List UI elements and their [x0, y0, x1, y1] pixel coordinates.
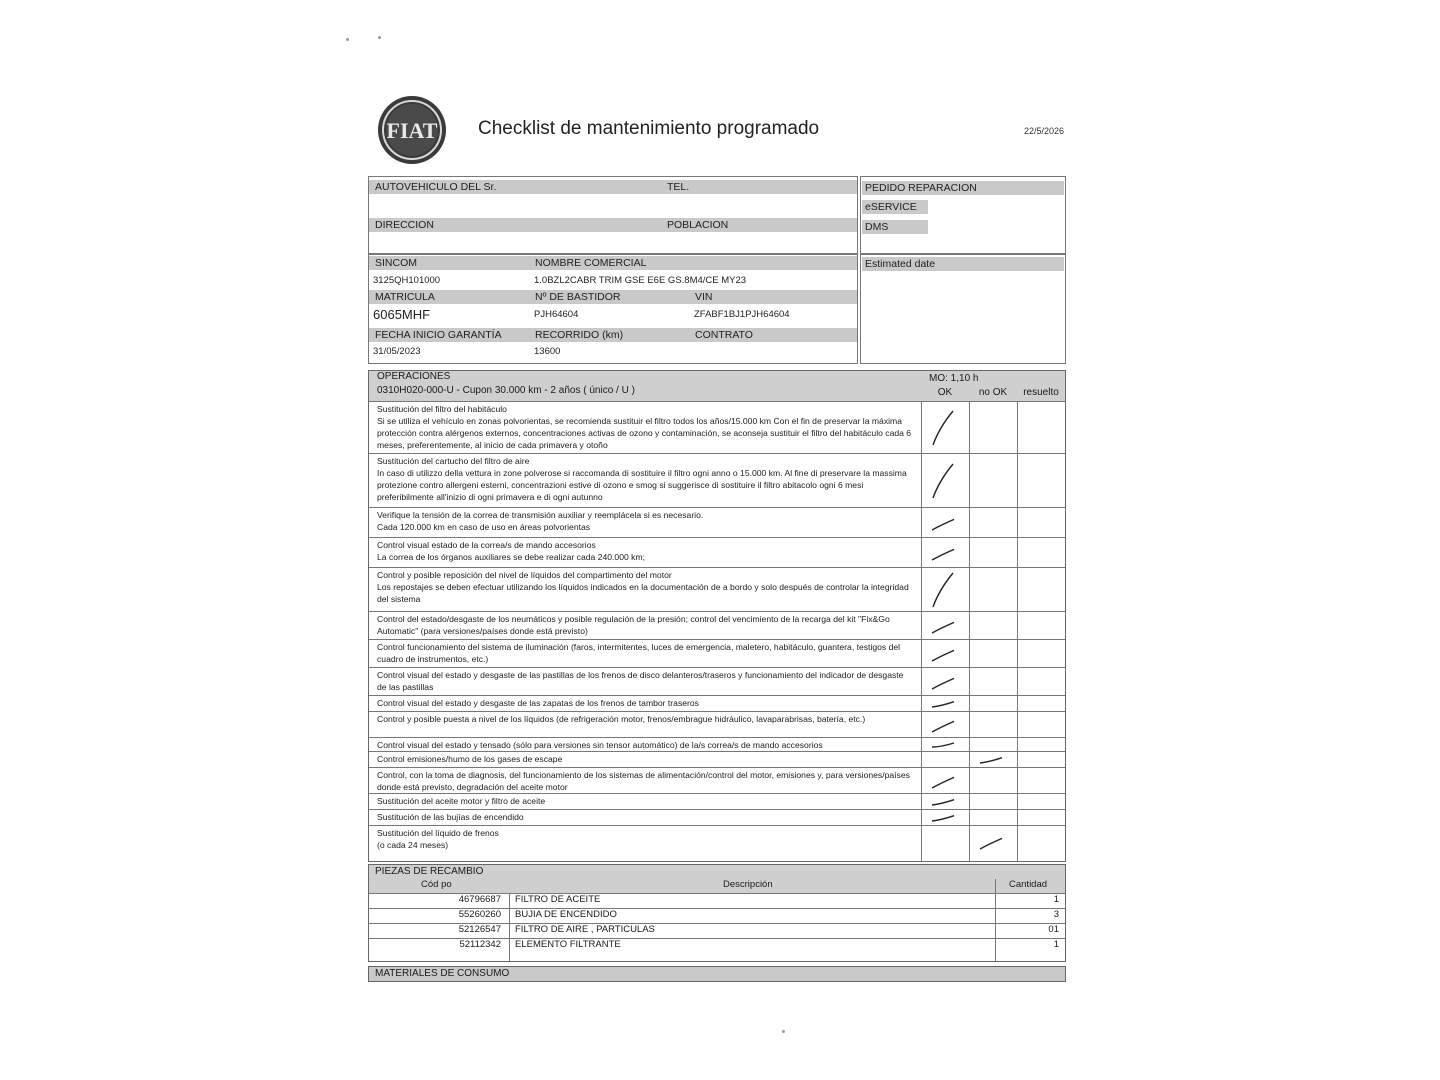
coupon-label: 0310H020-000-U - Cupon 30.000 km - 2 años ( único / U ): [377, 385, 635, 396]
check-mark-icon: [927, 643, 961, 665]
operation-line: Cada 120.000 km en caso de uso en áreas polvorientas: [377, 522, 591, 532]
operation-row: [369, 767, 1065, 793]
operation-line: Control emisiones/humo de los gases de escape: [377, 754, 563, 764]
eservice-label: eSERVICE: [862, 200, 928, 214]
col-divider: [921, 401, 922, 861]
check-mark-icon: [927, 408, 961, 448]
address-label: DIRECCION: [375, 219, 434, 231]
operation-text: [377, 811, 915, 823]
operation-row: [369, 537, 1065, 567]
operation-row: [369, 793, 1065, 809]
check-mark-icon: [927, 770, 961, 792]
col-not-ok: no OK: [978, 387, 1008, 398]
operation-row: [369, 751, 1065, 767]
check-mark-icon: [975, 753, 1009, 767]
check-mark-icon: [927, 739, 961, 751]
operations-label: OPERACIONES: [377, 371, 451, 382]
part-row: [369, 893, 1065, 909]
document-date: 22/5/2026: [1023, 126, 1064, 136]
page-title: Checklist de mantenimiento programado: [478, 118, 820, 139]
operation-row: [369, 401, 1065, 453]
operation-text: [377, 795, 915, 807]
part-code: 52126547: [458, 924, 501, 935]
col-ok: OK: [937, 387, 953, 398]
check-mark-icon: [927, 811, 961, 825]
operation-line: Control del estado/desgaste de los neumáticos y posible regulación de la presión; control del vencimiento de la recarga del kit "Fix&Go Automatic" (para versiones/países donde está previsto): [377, 614, 890, 636]
part-quantity: 01: [1048, 924, 1059, 935]
check-mark-icon: [927, 697, 961, 711]
operation-text: [377, 509, 915, 533]
frame-label: Nº DE BASTIDOR: [535, 291, 621, 303]
scan-speck: [378, 36, 381, 39]
operation-line: Sustitución del líquido de frenos: [377, 828, 499, 838]
col-divider: [995, 879, 996, 961]
operation-row: [369, 809, 1065, 825]
part-description: FILTRO DE ACEITE: [515, 894, 601, 905]
operation-line: Control visual del estado y desgaste de las zapatas de los frenos de tambor traseros: [377, 698, 699, 708]
operation-text: [377, 569, 915, 605]
col-description: Descripción: [723, 879, 773, 890]
consumables-bar: [368, 966, 1066, 982]
operation-line: Los repostajes se deben efectuar utilizando los líquidos indicados en la documentación de a bordo y solo después de controlar la integridad del sistema: [377, 582, 909, 604]
col-divider: [1017, 401, 1018, 861]
operation-text: [377, 641, 915, 665]
operation-row: [369, 695, 1065, 711]
parts-table: [368, 864, 1066, 962]
col-divider: [969, 401, 970, 861]
operation-row: [369, 737, 1065, 751]
operations-header: [369, 371, 1065, 401]
check-mark-icon: [927, 671, 961, 693]
frame-value: PJH64604: [534, 309, 579, 320]
col-code: Cód po: [421, 879, 452, 890]
operation-row: [369, 611, 1065, 639]
col-quantity: Cantidad: [1009, 879, 1048, 890]
km-value: 13600: [534, 346, 561, 357]
part-description: ELEMENTO FILTRANTE: [515, 939, 621, 950]
part-quantity: 1: [1053, 939, 1059, 950]
check-mark-icon: [927, 542, 961, 564]
operation-line: Sustitución del cartucho del filtro de aire: [377, 456, 530, 466]
owner-label: AUTOVEHICULO DEL Sr.: [375, 181, 497, 193]
operation-text: [377, 827, 915, 851]
commercial-name-value: 1.0BZL2CABR TRIM GSE E6E GS.8M4/CE MY23: [534, 275, 747, 286]
check-mark-icon: [927, 570, 961, 610]
operation-text: [377, 713, 915, 725]
consumables-label: MATERIALES DE CONSUMO: [375, 968, 510, 979]
operation-text: [377, 769, 915, 793]
operation-row: [369, 453, 1065, 507]
part-row: [369, 908, 1065, 924]
operation-row: [369, 825, 1065, 857]
part-code: 55260260: [458, 909, 501, 920]
plate-value: 6065MHF: [373, 307, 431, 322]
operation-text: [377, 613, 915, 637]
operation-line: Sustitución del filtro del habitáculo: [377, 404, 507, 414]
operation-text: [377, 403, 915, 451]
checklist-sheet: [368, 80, 1068, 990]
vin-label: VIN: [695, 291, 713, 303]
address-header-bar: [369, 218, 857, 232]
operation-line: La correa de los órganos auxiliares se debe realizar cada 240.000 km;: [377, 552, 645, 562]
commercial-name-label: NOMBRE COMERCIAL: [535, 257, 647, 269]
operation-row: [369, 507, 1065, 537]
sincom-label: SINCOM: [375, 257, 417, 269]
col-divider: [509, 893, 510, 961]
operation-line: Si se utiliza el vehículo en zonas polvorientas, se recomienda sustituir el filtro todos los años/15.000 km Con el fin de preservar la máxima protección contra alérgenos externos, concentraciones activas de ozono y contaminación, se aconseja sustituir el filtro del habitáculo cada 6 meses, preferentemente, al inicio de cada primavera y otoño: [377, 416, 912, 450]
operation-text: [377, 739, 915, 751]
operation-line: In caso di utilizzo della vettura in zone polverose si raccomanda di sostituire il filtro ogni anno o 15.000 km. Al fine di preservare la massima protezione contro allergeni esterni, concentrazioni estive di ozono e smog si suggerisce di sostituire il filtro abitacolo ogni 6 mesi preferibilmente all'inizio di ogni primavera e di ogni autunno: [377, 468, 907, 502]
part-quantity: 3: [1053, 909, 1059, 920]
check-mark-icon: [927, 795, 961, 809]
svg-text:FIAT: FIAT: [386, 118, 438, 143]
operation-line: Control visual estado de la correa/s de mando accesorios: [377, 540, 596, 550]
sincom-value: 3125QH101000: [373, 275, 441, 286]
parts-header: [369, 865, 1065, 893]
operation-text: [377, 669, 915, 693]
warranty-label: FECHA INICIO GARANTÍA: [375, 329, 502, 341]
check-mark-icon: [927, 512, 961, 534]
operation-text: [377, 455, 915, 503]
estimated-date-label: Estimated date: [862, 257, 1064, 271]
operations-table: [368, 370, 1066, 862]
dms-label: DMS: [862, 220, 928, 234]
operation-line: Control visual del estado y desgaste de las pastillas de los frenos de disco delanteros/traseros y funcionamiento del indicador de desgaste de las pastillas: [377, 670, 904, 692]
operation-line: Verifique la tensión de la correa de transmisión auxiliar y reemplácela si es necesario.: [377, 510, 704, 520]
labour-time: MO: 1,10 h: [929, 373, 979, 384]
operation-line: Sustitución del aceite motor y filtro de aceite: [377, 796, 546, 806]
operation-line: Control y posible reposición del nivel de líquidos del compartimento del motor: [377, 570, 672, 580]
city-label: POBLACION: [667, 219, 729, 231]
part-code: 46796687: [458, 894, 501, 905]
col-resolved: resuelto: [1023, 387, 1059, 398]
part-description: BUJIA DE ENCENDIDO: [515, 909, 617, 920]
part-row: [369, 923, 1065, 939]
operation-row: [369, 711, 1065, 737]
plate-label: MATRICULA: [375, 291, 435, 303]
check-mark-icon: [927, 615, 961, 637]
km-label: RECORRIDO (km): [535, 329, 624, 341]
check-mark-icon: [975, 831, 1009, 853]
check-mark-icon: [927, 461, 961, 501]
operation-line: Sustitución de las bujías de encendido: [377, 812, 524, 822]
part-quantity: 1: [1053, 894, 1059, 905]
operation-line: Control y posible puesta a nivel de los líquidos (de refrigeración motor, frenos/embrague hidráulico, lavaparabrisas, batería, etc.): [377, 714, 866, 724]
operation-line: (o cada 24 meses): [377, 840, 449, 850]
operation-row: [369, 567, 1065, 611]
fiat-logo-icon: [376, 94, 448, 166]
operation-text: [377, 539, 915, 563]
tel-label: TEL.: [667, 181, 690, 193]
operation-line: Control, con la toma de diagnosis, del funcionamiento de los sistemas de alimentación/control del motor, emisiones y, para versiones/países donde está previsto, degradación del aceite motor: [377, 770, 910, 792]
operation-text: [377, 697, 915, 709]
order-label: PEDIDO REPARACION: [862, 181, 1064, 195]
warranty-value: 31/05/2023: [373, 346, 421, 357]
part-code: 52112342: [459, 939, 501, 950]
scan-speck: [346, 38, 349, 41]
vin-value: ZFABF1BJ1PJH64604: [694, 309, 790, 320]
part-description: FILTRO DE AIRE , PARTICULAS: [515, 924, 655, 935]
operation-row: [369, 667, 1065, 695]
parts-label: PIEZAS DE RECAMBIO: [375, 866, 484, 877]
operation-line: Control funcionamiento del sistema de iluminación (faros, intermitentes, luces de emergencia, maletero, habitáculo, guantera, testigos del cuadro de instrumentos, etc.): [377, 642, 901, 664]
operation-row: [369, 639, 1065, 667]
contract-label: CONTRATO: [695, 329, 753, 341]
scan-speck: [782, 1030, 785, 1033]
part-row: [369, 938, 1065, 954]
operation-text: [377, 753, 915, 765]
check-mark-icon: [927, 714, 961, 736]
operation-line: Control visual del estado y tensado (sólo para versiones sin tensor automático) de la/s correa/s de mando accesorios: [377, 740, 823, 750]
